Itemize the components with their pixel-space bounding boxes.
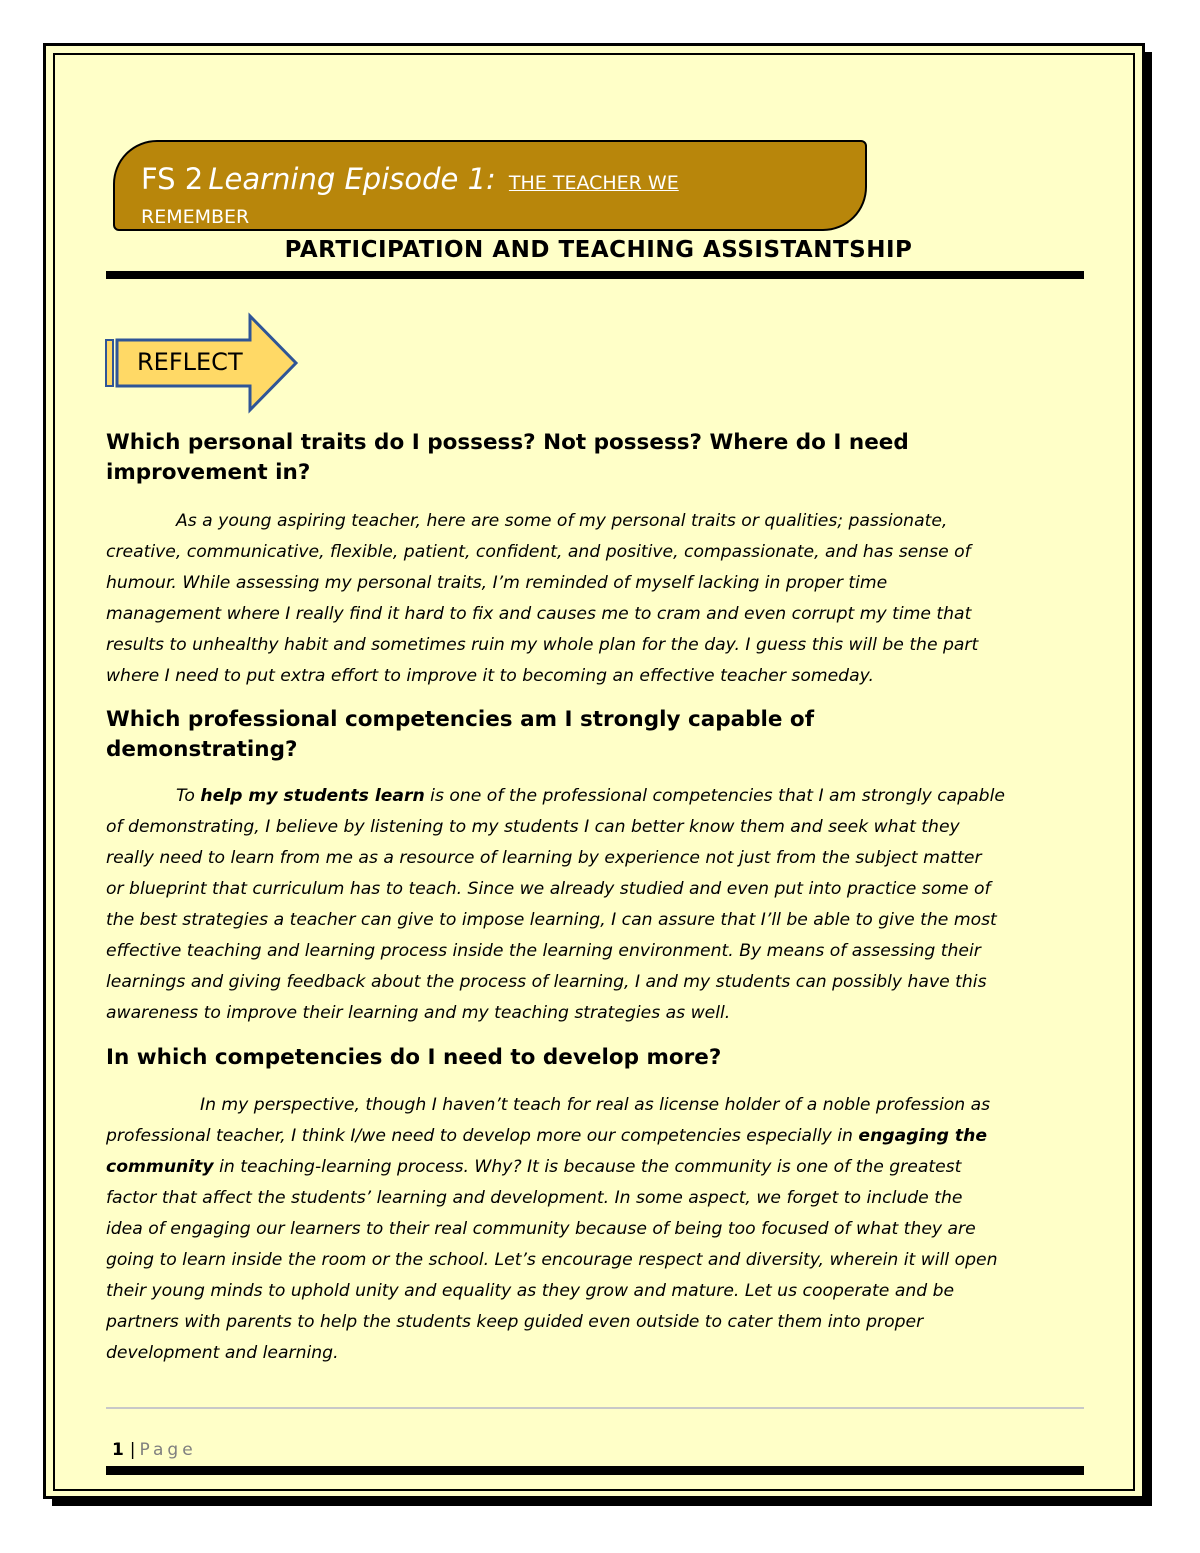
question-line: Which professional competencies am I strongly capable of <box>106 707 815 732</box>
reflect-label: REFLECT <box>137 348 243 376</box>
episode-banner <box>113 140 867 231</box>
paragraph-line: creative, communicative, flexible, patient, confident, and positive, compassionate, and has sense of <box>106 542 971 562</box>
banner-topic-overflow: REMEMBER <box>141 206 250 228</box>
paragraph-line: learnings and giving feedback about the process of learning, I and my students can possibly have this <box>106 972 987 992</box>
paragraph-line: going to learn inside the room or the school. Let’s encourage respect and diversity, wherein it will open <box>106 1250 998 1270</box>
page-word: Page <box>139 1440 197 1460</box>
paragraph-line-text: in teaching-learning process. Why? It is because the community is one of the greatest <box>213 1157 962 1177</box>
paragraph-line: or blueprint that curriculum has to teach. Since we already studied and even put into practice some of <box>106 879 991 899</box>
paragraph-line: factor that affect the students’ learning and development. In some aspect, we forget to include the <box>106 1188 963 1208</box>
paragraph-line: really need to learn from me as a resource of learning by experience not just from the subject matter <box>106 848 982 868</box>
answer-develop-more <box>106 1090 1091 1369</box>
paragraph-line-text: To <box>176 786 201 806</box>
page-title: PARTICIPATION AND TEACHING ASSISTANTSHIP <box>284 237 913 263</box>
paragraph-line: the best strategies a teacher can give to impose learning, I can assure that I’ll be able to give the most <box>106 910 997 930</box>
paragraph-line-text: is one of the professional competencies that I am strongly capable <box>424 786 1005 806</box>
paragraph-line <box>106 1090 1091 1121</box>
paragraph-line: their young minds to uphold unity and equality as they grow and mature. Let us cooperate and be <box>106 1281 955 1301</box>
title-rule <box>106 271 1084 279</box>
paragraph-line <box>106 506 1091 537</box>
paragraph-line: humour. While assessing my personal traits, I’m reminded of myself lacking in proper time <box>106 573 888 593</box>
question-line: In which competencies do I need to develop more? <box>106 1045 722 1070</box>
paragraph-line: awareness to improve their learning and my teaching strategies as well. <box>106 1003 731 1023</box>
page-number-value: 1 <box>112 1440 124 1460</box>
banner-course: FS 2 <box>141 162 204 196</box>
paragraph-line: effective teaching and learning process inside the learning environment. By means of assessing their <box>106 941 981 961</box>
question-line: improvement in? <box>106 460 311 485</box>
banner-topic: THE TEACHER WE <box>508 172 679 194</box>
emphasis-text: engaging the <box>858 1126 988 1146</box>
paragraph-line-text: As a young aspiring teacher, here are some of my personal traits or qualities; passionate, <box>176 511 948 531</box>
paragraph-line-text: In my perspective, though I haven’t teach for real as license holder of a noble profession as <box>200 1095 991 1115</box>
paragraph-line: of demonstrating, I believe by listening to my students I can better know them and seek what they <box>106 817 960 837</box>
paragraph-line <box>106 781 1091 812</box>
emphasis-text: community <box>106 1157 214 1177</box>
paragraph-line: where I need to put extra effort to improve it to becoming an effective teacher someday. <box>106 666 874 686</box>
question-line: demonstrating? <box>106 737 298 762</box>
bottom-rule <box>106 1466 1084 1475</box>
paragraph-line <box>106 1121 1091 1152</box>
paragraph-line: development and learning. <box>106 1343 339 1363</box>
footer-divider <box>106 1407 1084 1409</box>
paragraph-line-text: professional teacher, I think I/we need to develop more our competencies especially in <box>106 1126 859 1146</box>
paragraph-line: idea of engaging our learners to their real community because of being too focused of what they are <box>106 1219 976 1239</box>
emphasis-text: help my students learn <box>200 786 425 806</box>
paragraph-line: management where I really find it hard to fix and causes me to cram and even corrupt my time that <box>106 604 972 624</box>
question-personal-traits <box>106 428 1091 488</box>
answer-professional-competencies <box>106 781 1091 1029</box>
page-separator: | <box>129 1440 136 1460</box>
paragraph-line: results to unhealthy habit and sometimes ruin my whole plan for the day. I guess this will be the part <box>106 635 979 655</box>
paragraph-line <box>106 1152 1091 1183</box>
banner-episode: Learning Episode 1: <box>208 162 496 196</box>
paragraph-line: partners with parents to help the students keep guided even outside to cater them into proper <box>106 1312 924 1332</box>
question-line: Which personal traits do I possess? Not possess? Where do I need <box>106 430 909 455</box>
page-number <box>112 1440 197 1460</box>
answer-personal-traits <box>106 506 1091 692</box>
question-develop-more <box>106 1043 1091 1073</box>
reflect-arrow <box>100 312 305 417</box>
question-professional-competencies <box>106 705 1091 765</box>
banner-text <box>141 162 679 228</box>
